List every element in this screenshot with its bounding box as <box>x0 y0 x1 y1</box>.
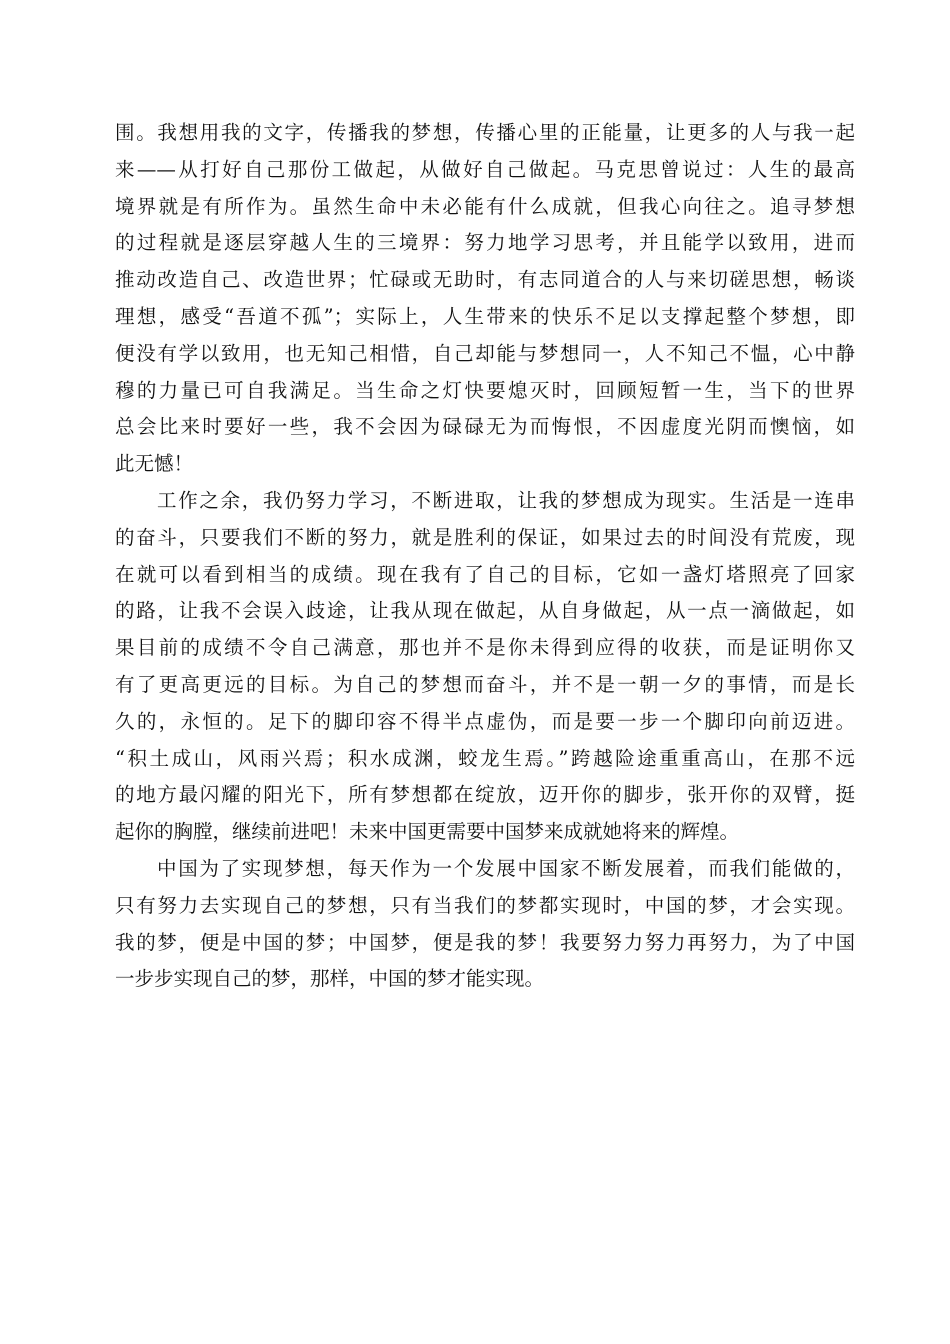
text-line: 的地方最闪耀的阳光下，所有梦想都在绽放，迈开你的脚步，张开你的双臂，挺 <box>115 783 855 807</box>
text-line: 的奋斗，只要我们不断的努力，就是胜利的保证，如果过去的时间没有荒废，现 <box>115 525 855 549</box>
text-line: 总会比来时要好一些，我不会因为碌碌无为而悔恨，不因虚度光阴而懊恼，如 <box>115 415 855 439</box>
text-line: 果目前的成绩不令自己满意，那也并不是你未得到应得的收获，而是证明你又 <box>115 636 855 660</box>
text-line: 有了更高更远的目标。为自己的梦想而奋斗，并不是一朝一夕的事情，而是长 <box>115 672 855 696</box>
text-line: 推动改造自己、改造世界；忙碌或无助时，有志同道合的人与来切磋思想，畅谈 <box>115 268 855 292</box>
paragraph-2 <box>115 483 855 851</box>
paragraph-1 <box>115 115 855 483</box>
text-line: 便没有学以致用，也无知己相惜，自己却能与梦想同一，人不知己不愠，心中静 <box>115 341 855 365</box>
text-line: 只有努力去实现自己的梦想，只有当我们的梦都实现时，中国的梦，才会实现。 <box>115 893 855 917</box>
document-body <box>115 115 855 998</box>
text-line: 工作之余，我仍努力学习，不断进取，让我的梦想成为现实。生活是一连串 <box>157 488 855 512</box>
text-line: 来——从打好自己那份工做起，从做好自己做起。马克思曾说过：人生的最高 <box>115 157 855 181</box>
text-line: 理想，感受“吾道不孤”；实际上，人生带来的快乐不足以支撑起整个梦想，即 <box>115 304 855 328</box>
text-line: 在就可以看到相当的成绩。现在我有了自己的目标，它如一盏灯塔照亮了回家 <box>115 562 855 586</box>
paragraph-3 <box>115 851 855 998</box>
text-line: 境界就是有所作为。虽然生命中未必能有什么成就，但我心向往之。追寻梦想 <box>115 194 855 218</box>
text-line: 的路，让我不会误入歧途，让我从现在做起，从自身做起，从一点一滴做起，如 <box>115 599 855 623</box>
text-line: 穆的力量已可自我满足。当生命之灯快要熄灭时，回顾短暂一生，当下的世界 <box>115 378 855 402</box>
text-line: 此无憾！ <box>115 452 194 476</box>
text-line: 起你的胸膛，继续前进吧！未来中国更需要中国梦来成就她将来的辉煌。 <box>115 820 740 844</box>
text-line: 中国为了实现梦想，每天作为一个发展中国家不断发展着，而我们能做的， <box>157 856 855 880</box>
text-line: 我的梦，便是中国的梦；中国梦，便是我的梦！我要努力努力再努力，为了中国 <box>115 930 855 954</box>
text-line: 围。我想用我的文字，传播我的梦想，传播心里的正能量，让更多的人与我一起 <box>115 121 855 144</box>
text-line: “积土成山，风雨兴焉；积水成渊，蛟龙生焉。”跨越险途重重高山，在那不远 <box>115 746 855 770</box>
text-line: 的过程就是逐层穿越人生的三境界：努力地学习思考，并且能学以致用，进而 <box>115 231 855 255</box>
text-line: 一步步实现自己的梦，那样，中国的梦才能实现。 <box>115 967 545 991</box>
text-line: 久的，永恒的。足下的脚印容不得半点虚伪，而是要一步一个脚印向前迈进。 <box>115 709 855 733</box>
